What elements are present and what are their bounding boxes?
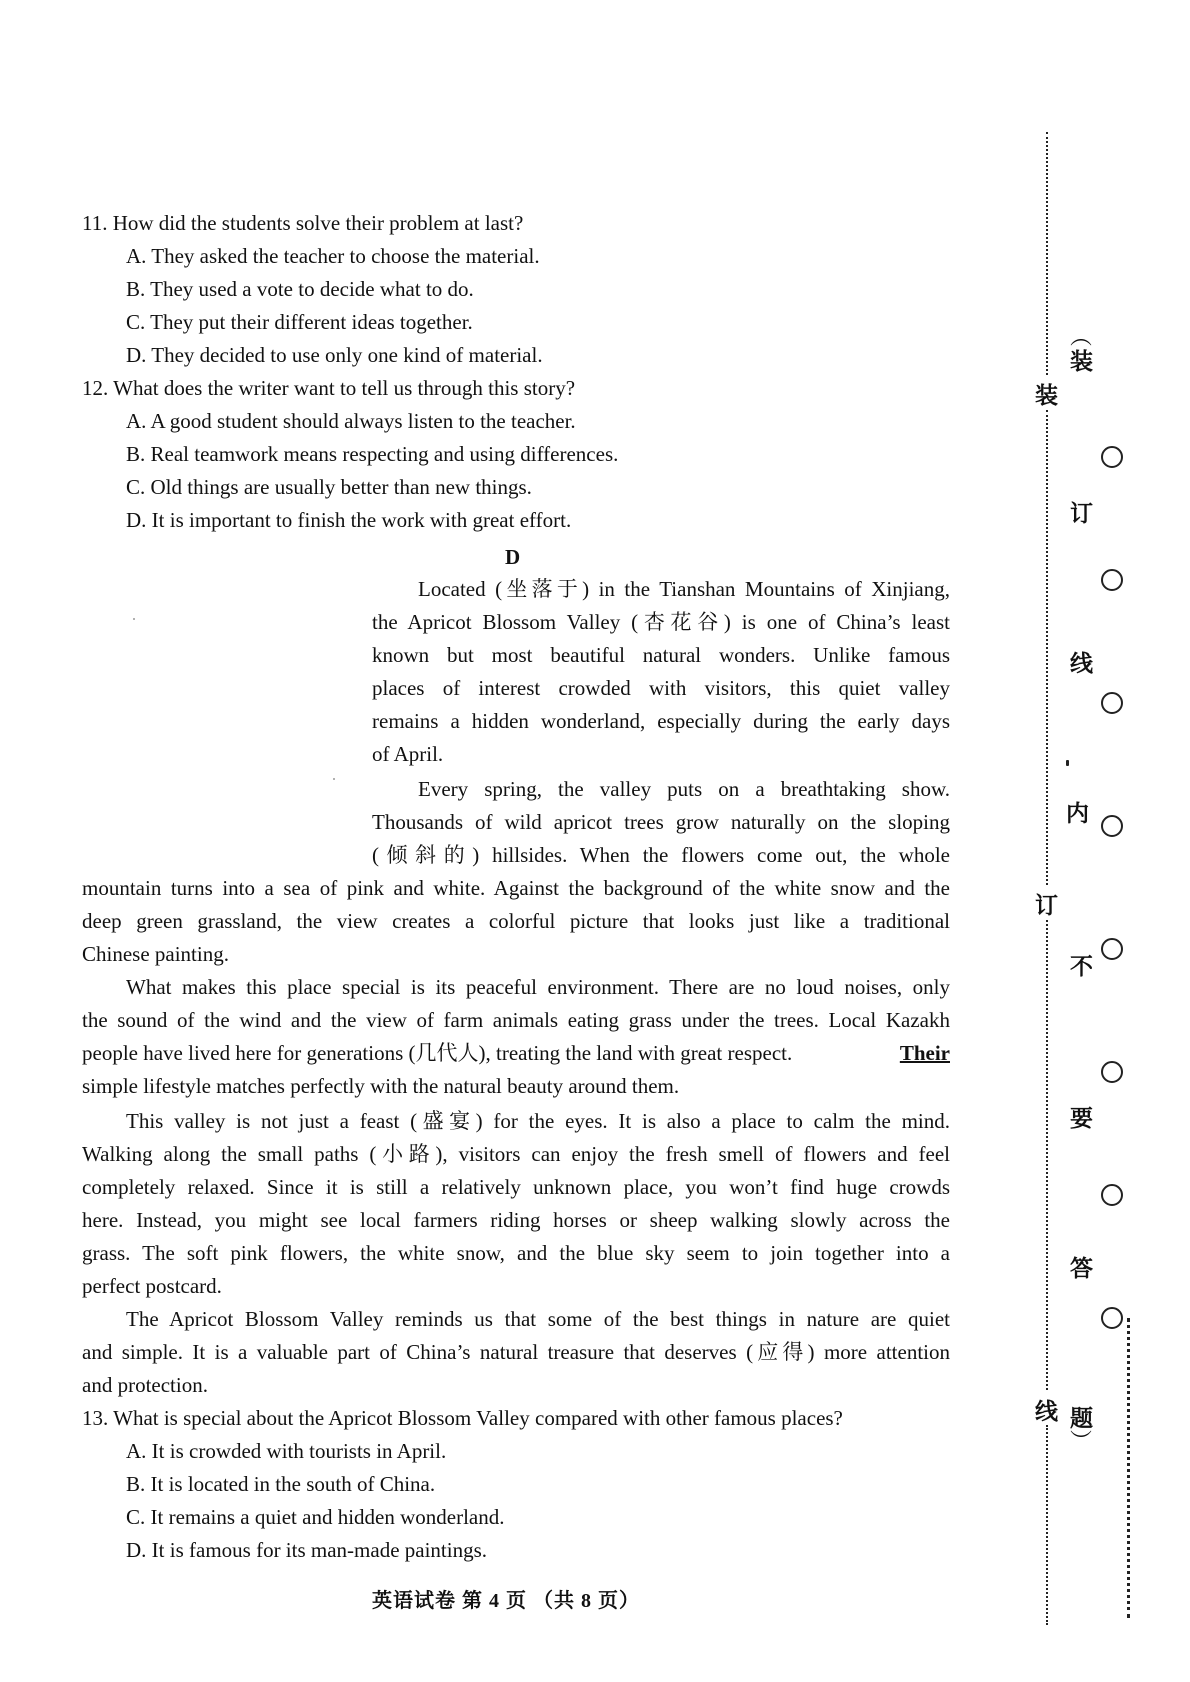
passage-line: and simple. It is a valuable part of China’s natural treasure that deserves (应得) more attention	[82, 1340, 950, 1364]
binding-circle	[1101, 1307, 1123, 1329]
scan-speck	[133, 618, 135, 620]
scan-speck	[333, 778, 335, 780]
q12-option-b: B. Real teamwork means respecting and using differences.	[126, 442, 619, 466]
inner-char-ti: 题	[1070, 1405, 1093, 1432]
margin-char-xian: 线	[1035, 1398, 1058, 1425]
q11-option-c: C. They put their different ideas together.	[126, 310, 473, 334]
inner-char-nei: 内	[1066, 800, 1089, 827]
binding-circle	[1101, 1061, 1123, 1083]
passage-line: mountain turns into a sea of pink and white. Against the background of the white snow and the	[82, 876, 950, 900]
passage-line: perfect postcard.	[82, 1274, 222, 1298]
dotted-line-edge	[1127, 1318, 1130, 1618]
passage-line: the sound of the wind and the view of farm animals eating grass under the trees. Local Kazakh	[82, 1008, 950, 1032]
inner-char-ding: 订	[1070, 500, 1093, 527]
dotted-line-middle	[1046, 410, 1048, 885]
passage-line: here. Instead, you might see local farmers riding horses or sheep walking slowly across the	[82, 1208, 950, 1232]
question-13-stem: 13. What is special about the Apricot Blossom Valley compared with other famous places?	[82, 1406, 843, 1430]
passage-line: Thousands of wild apricot trees grow naturally on the sloping	[372, 810, 950, 834]
q12-option-a: A. A good student should always listen to the teacher.	[126, 409, 576, 433]
margin-char-ding: 订	[1035, 892, 1058, 919]
passage-line: the Apricot Blossom Valley (杏花谷) is one of China’s least	[372, 610, 950, 634]
inner-char-yao: 要	[1070, 1105, 1093, 1132]
q13-option-a: A. It is crowded with tourists in April.	[126, 1439, 447, 1463]
question-11-stem: 11. How did the students solve their problem at last?	[82, 211, 524, 235]
open-paren: ︵	[1070, 325, 1093, 350]
passage-line: deep green grassland, the view creates a colorful picture that looks just like a traditional	[82, 909, 950, 933]
margin-tick-mark	[1066, 760, 1069, 766]
passage-line: Walking along the small paths (小路), visitors can enjoy the fresh smell of flowers and feel	[82, 1142, 950, 1166]
passage-line: (倾斜的) hillsides. When the flowers come out, the whole	[372, 843, 950, 867]
passage-line: grass. The soft pink flowers, the white snow, and the blue sky seem to join together into a	[82, 1241, 950, 1265]
inner-char-xian: 线	[1070, 650, 1093, 677]
inner-char-da: 答	[1070, 1255, 1093, 1282]
passage-line: The Apricot Blossom Valley reminds us that some of the best things in nature are quiet	[126, 1307, 950, 1331]
inner-char-zhuang: 装	[1070, 348, 1093, 375]
passage-line: of April.	[372, 742, 444, 766]
q13-option-d: D. It is famous for its man-made paintings.	[126, 1538, 488, 1562]
dotted-line-upper	[1046, 132, 1048, 375]
binding-circle	[1101, 569, 1123, 591]
q12-option-d: D. It is important to finish the work with great effort.	[126, 508, 572, 532]
q11-option-a: A. They asked the teacher to choose the material.	[126, 244, 540, 268]
binding-circle	[1101, 1184, 1123, 1206]
passage-line: and protection.	[82, 1373, 208, 1397]
binding-circle	[1101, 815, 1123, 837]
q11-option-d: D. They decided to use only one kind of material.	[126, 343, 543, 367]
passage-line: Chinese painting.	[82, 942, 229, 966]
question-12-stem: 12. What does the writer want to tell us through this story?	[82, 376, 576, 400]
q13-option-b: B. It is located in the south of China.	[126, 1472, 436, 1496]
passage-line: known but most beautiful natural wonders. Unlike famous	[372, 643, 950, 667]
passage-line: remains a hidden wonderland, especially during the early days	[372, 709, 950, 733]
passage-line: This valley is not just a feast (盛宴) for the eyes. It is also a place to calm the mind.	[126, 1109, 950, 1133]
passage-line: places of interest crowded with visitors, this quiet valley	[372, 676, 950, 700]
margin-char-zhuang: 装	[1035, 382, 1058, 409]
q13-option-c: C. It remains a quiet and hidden wonderland.	[126, 1505, 505, 1529]
passage-line: Every spring, the valley puts on a breathtaking show.	[418, 777, 950, 801]
passage-line-text: people have lived here for generations (几代人), treating the land with great respect.	[82, 1041, 793, 1065]
passage-line: completely relaxed. Since it is still a relatively unknown place, you won’t find huge crowds	[82, 1175, 950, 1199]
binding-circle	[1101, 446, 1123, 468]
passage-line: simple lifestyle matches perfectly with the natural beauty around them.	[82, 1074, 680, 1098]
dotted-line-bottom	[1046, 1425, 1048, 1625]
inner-char-bu: 不	[1070, 953, 1093, 980]
passage-line-with-underline	[82, 1039, 950, 1067]
dotted-line-lower	[1046, 920, 1048, 1390]
passage-line: What makes this place special is its peaceful environment. There are no loud noises, only	[126, 975, 950, 999]
close-paren: ︶	[1070, 1430, 1093, 1455]
binding-circle	[1101, 938, 1123, 960]
q11-option-b: B. They used a vote to decide what to do.	[126, 277, 474, 301]
passage-line: Located (坐落于) in the Tianshan Mountains of Xinjiang,	[418, 577, 950, 601]
q12-option-c: C. Old things are usually better than new things.	[126, 475, 532, 499]
binding-circle	[1101, 692, 1123, 714]
underlined-word-their: Their	[899, 1041, 950, 1065]
page-footer: 英语试卷 第 4 页 （共 8 页）	[372, 1590, 640, 1612]
passage-title: D	[505, 545, 521, 569]
